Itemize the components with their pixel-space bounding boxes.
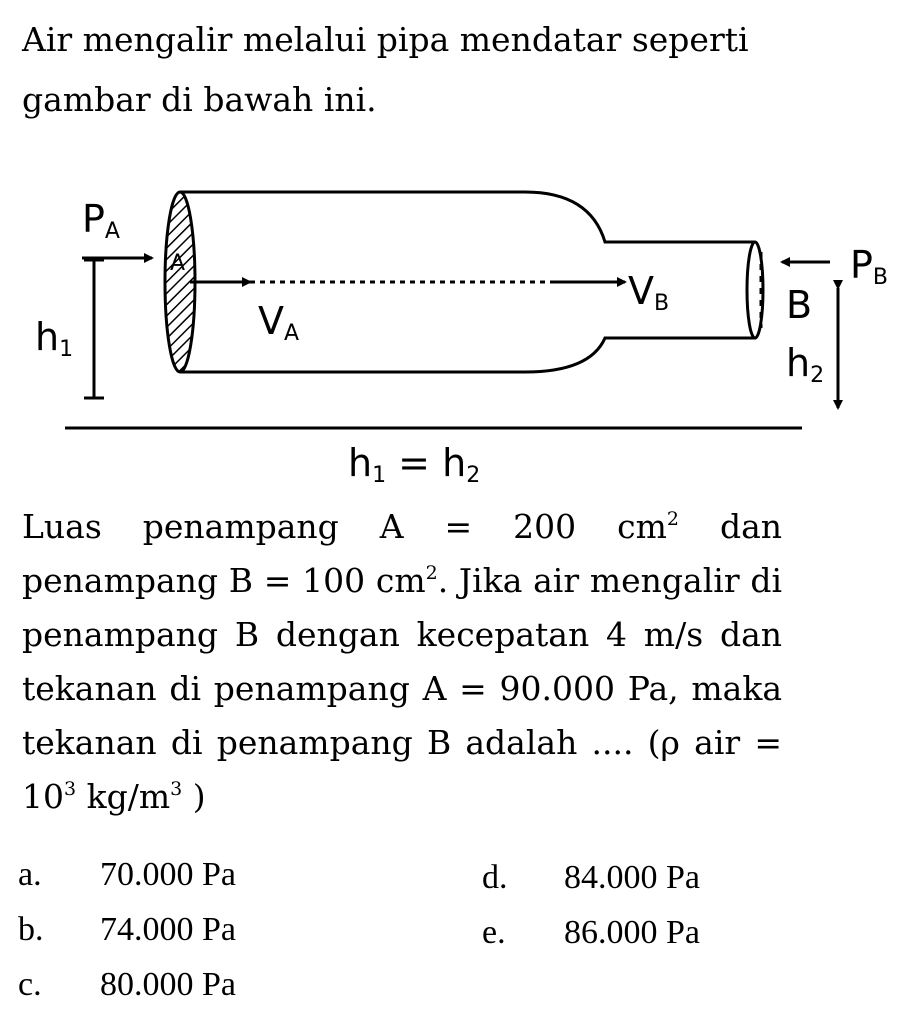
option-text: 74.000 Pa — [100, 911, 236, 948]
option-a[interactable] — [18, 855, 236, 895]
option-letter: e. — [482, 914, 506, 951]
vb-label: VB — [628, 269, 670, 316]
pipe-diagram — [30, 180, 910, 490]
pb-label: PB — [850, 243, 889, 290]
option-c[interactable] — [18, 965, 236, 1005]
h1-label: h1 — [35, 315, 74, 362]
option-text: 70.000 Pa — [100, 856, 236, 893]
h2-label: h2 — [786, 341, 825, 388]
question-text: Luas penampang A = 200 $cm^2$ dan penampang B = 100 $cm^2$. Jika air mengalir di penampang B dengan kecepatan 4 m/s dan tekanan di penampang A = 90.000 Pa, maka tekanan di penampang B adalah .... (ρ air = $10^3$ $kg/m^3$ ) — [22, 507, 783, 816]
option-d[interactable] — [482, 858, 700, 898]
option-letter: a. — [18, 856, 42, 893]
option-text: 84.000 Pa — [564, 859, 700, 896]
option-b[interactable] — [18, 910, 236, 950]
va-label: VA — [258, 299, 300, 346]
equation-h1-h2: h1 = h2 — [348, 441, 481, 488]
section-a-label: A — [170, 251, 186, 276]
option-e[interactable] — [482, 913, 700, 953]
option-text: 86.000 Pa — [564, 914, 700, 951]
option-letter: c. — [18, 966, 42, 1003]
pipe-outline — [180, 192, 755, 372]
section-b-label: B — [786, 283, 813, 327]
option-letter: b. — [18, 911, 44, 948]
option-letter: d. — [482, 859, 508, 896]
intro-text: Air mengalir melalui pipa mendatar seperti gambar di bawah ini. — [22, 20, 749, 119]
pa-label: PA — [82, 197, 120, 244]
option-text: 80.000 Pa — [100, 966, 236, 1003]
